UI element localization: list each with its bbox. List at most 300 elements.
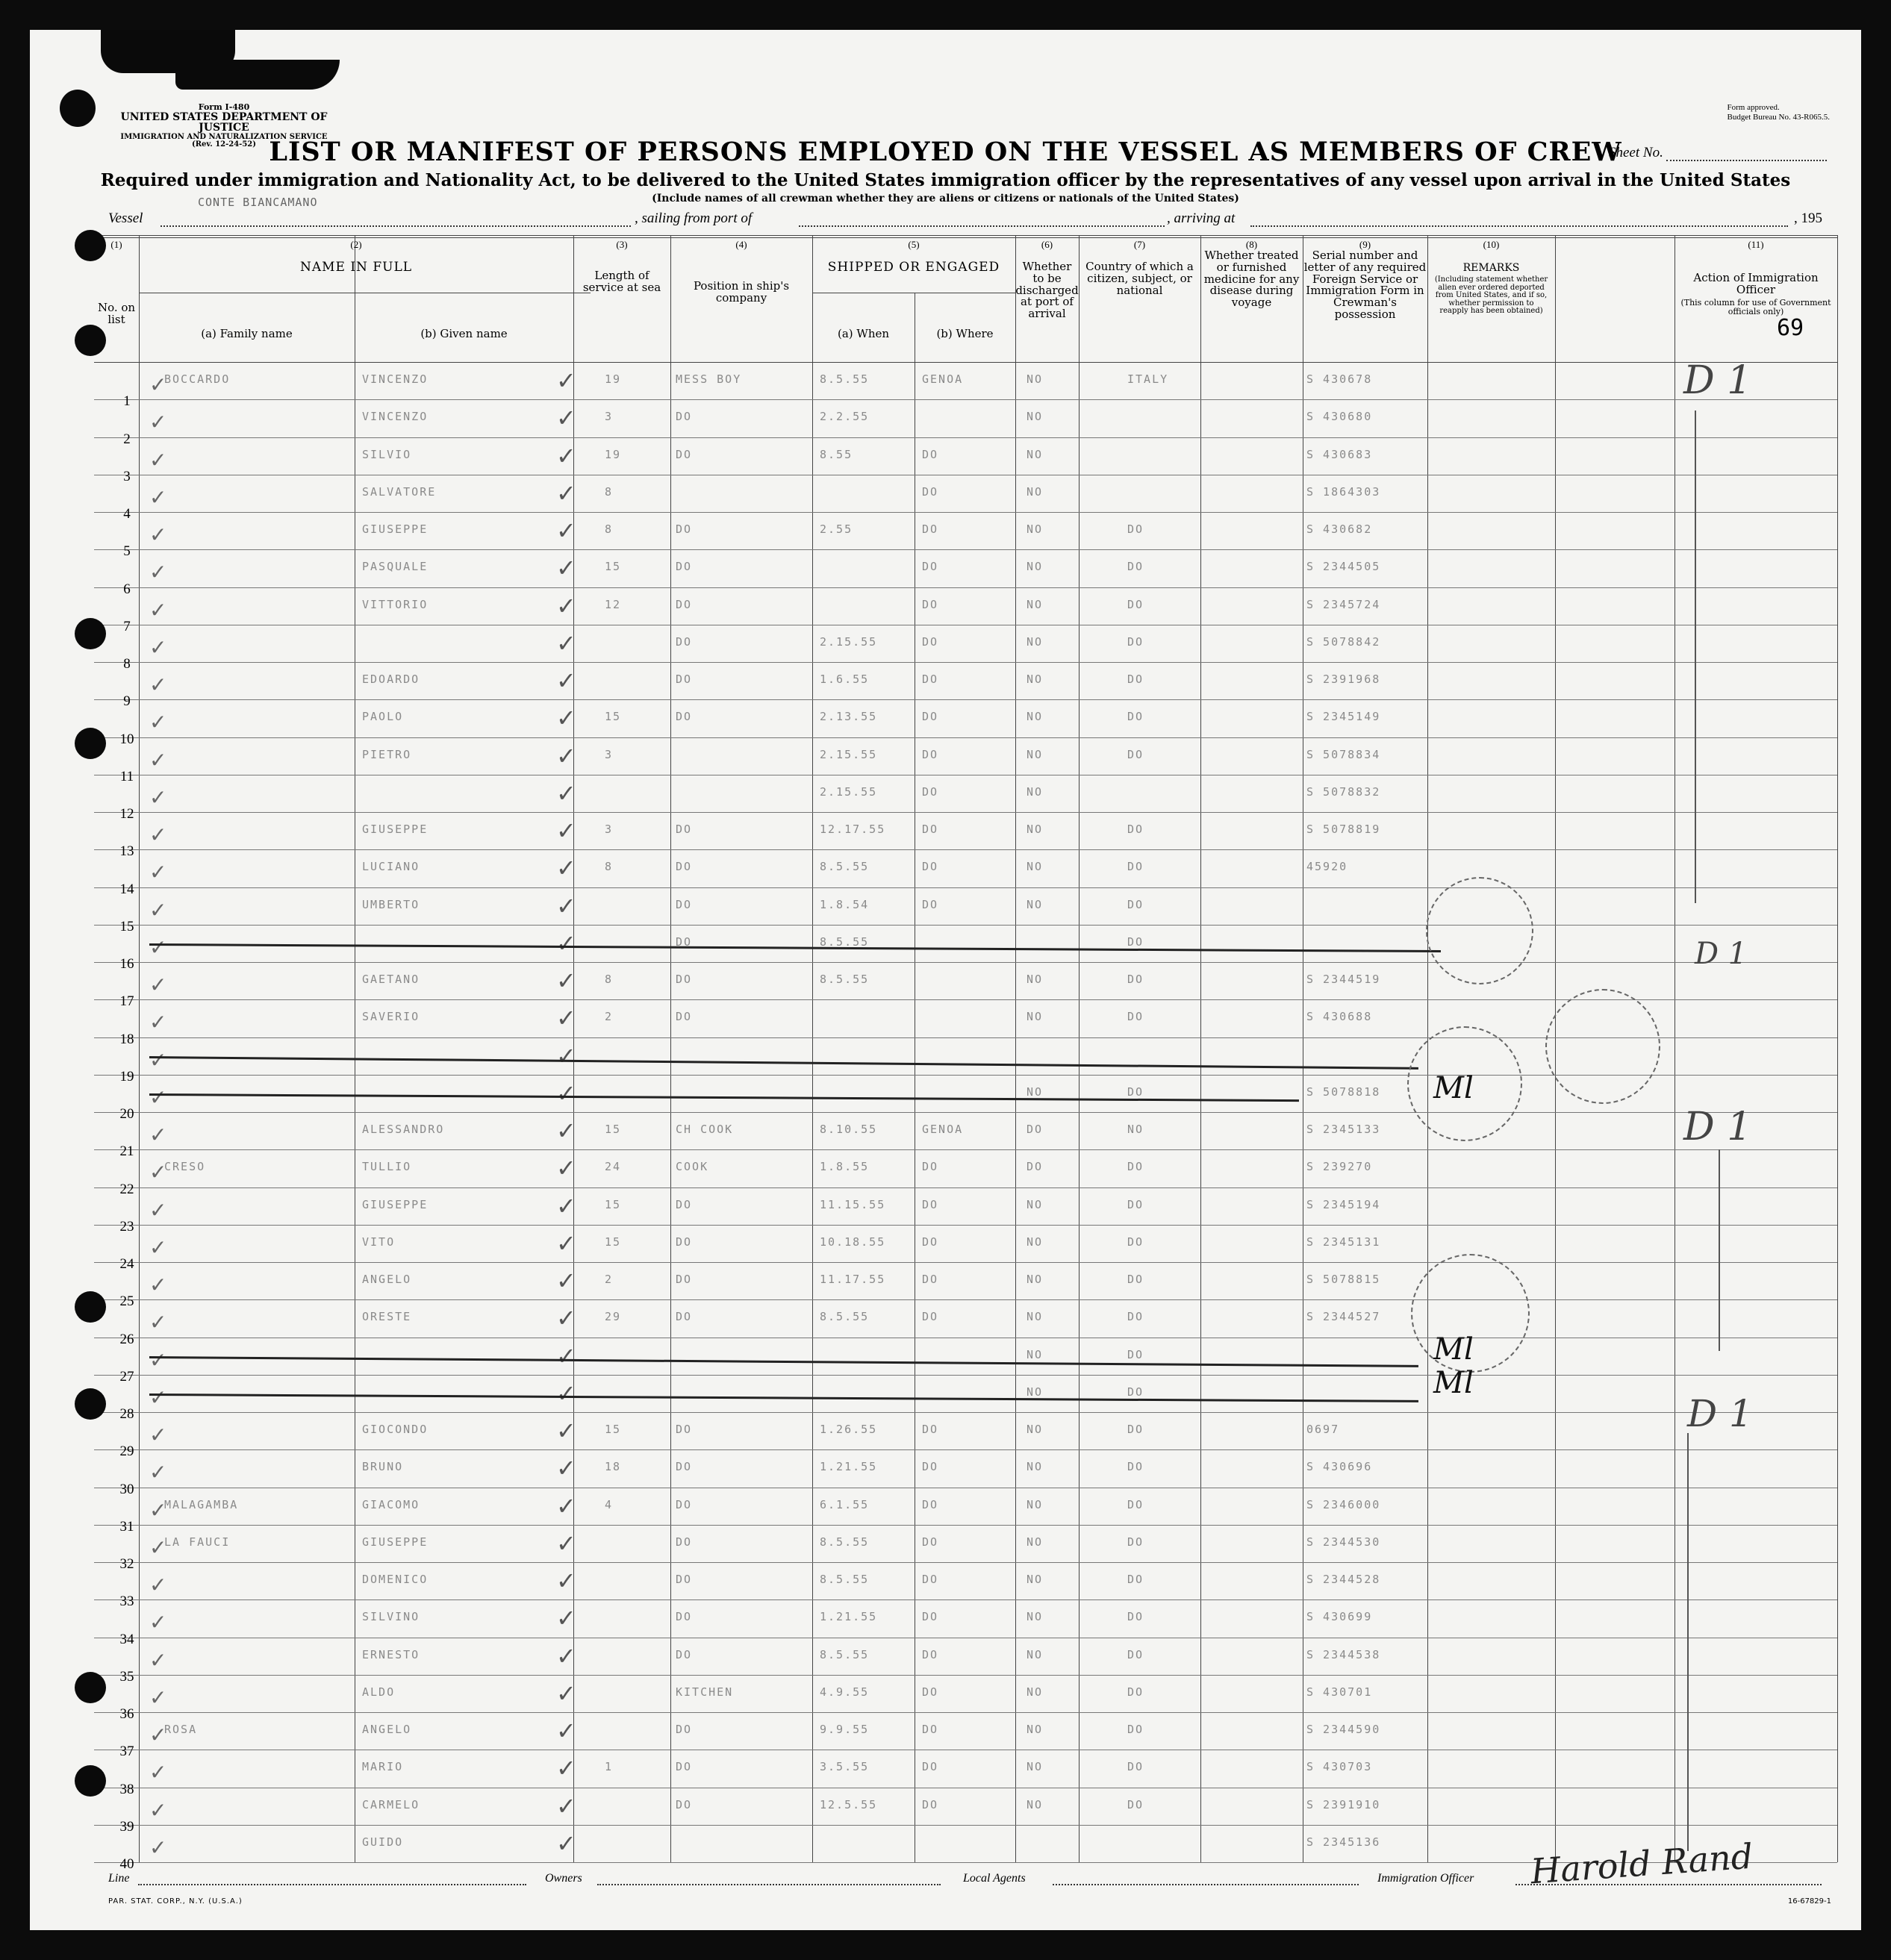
cell-disch: NO — [1027, 1385, 1044, 1399]
cell-where: DO — [922, 1610, 939, 1624]
cell-family: LA FAUCI — [164, 1535, 231, 1549]
row-number: 36 — [119, 1706, 134, 1722]
col-position: Position in ship's company — [693, 279, 790, 305]
cell-where: DO — [922, 1647, 939, 1661]
cell-where: DO — [922, 560, 939, 574]
cell-disch: NO — [1027, 1797, 1044, 1811]
check-mark-icon: ✓ — [149, 1273, 167, 1297]
arriving-field[interactable] — [1250, 225, 1788, 227]
row-number: 23 — [119, 1218, 134, 1235]
cell-when: 3.5.55 — [820, 1760, 870, 1774]
cell-where: DO — [922, 1197, 939, 1211]
cell-when: 2.13.55 — [820, 710, 878, 724]
cell-serial: S 430701 — [1306, 1685, 1373, 1699]
check-mark-icon: ✓ — [149, 1797, 167, 1823]
col-discharged: Whether to be discharged at port of arrival — [1015, 260, 1079, 320]
cell-disch: NO — [1027, 1573, 1044, 1586]
cell-country: NO — [1127, 1123, 1144, 1136]
cell-disch: NO — [1027, 973, 1044, 986]
strike-through-line — [149, 1093, 1299, 1102]
action-mark: D 1 — [1687, 1392, 1753, 1435]
bracket-line — [1719, 1149, 1720, 1351]
check-mark-icon: ✓ — [556, 928, 576, 958]
check-mark-icon: ✓ — [149, 710, 167, 735]
cell-where: DO — [922, 1760, 939, 1774]
cell-length: 2 — [605, 1273, 614, 1286]
sailing-port-field[interactable] — [799, 225, 1165, 227]
check-mark-icon: ✓ — [149, 1835, 167, 1860]
manifest-sheet — [30, 30, 1861, 1930]
check-mark-icon: ✓ — [149, 1460, 167, 1485]
cell-when: 8.5.55 — [820, 1310, 870, 1324]
sheet-no-field[interactable] — [1666, 160, 1827, 161]
cell-length: 3 — [605, 747, 614, 761]
cell-where: DO — [922, 1160, 939, 1174]
officer-signature: Harold Rand — [1529, 1835, 1754, 1892]
cell-length: 29 — [605, 1310, 622, 1324]
cell-position: DO — [676, 1573, 693, 1586]
check-mark-icon: ✓ — [149, 1423, 167, 1447]
cell-serial: S 2391968 — [1306, 672, 1381, 686]
check-mark-icon: ✓ — [149, 1123, 167, 1147]
cell-given: GIUSEPPE — [362, 522, 429, 536]
cell-where: DO — [922, 484, 939, 499]
row-number: 31 — [119, 1518, 134, 1535]
cell-position: DO — [676, 710, 693, 724]
check-mark-icon: ✓ — [556, 891, 576, 920]
cell-disch: NO — [1027, 710, 1044, 724]
row-number: 27 — [119, 1368, 134, 1385]
row-number: 17 — [119, 993, 134, 1010]
row-line — [94, 587, 1837, 588]
include-note: (Include names of all crewman whether they are aliens or citizens or nationals of the United States) — [652, 193, 1239, 205]
colnum-11: (11) — [1748, 239, 1764, 250]
service: IMMIGRATION AND NATURALIZATION SERVICE — [120, 132, 328, 141]
col-serial-number: Serial number and letter of any required Foreign Service or Immigration Form in Crewman's possession — [1303, 249, 1427, 321]
page-title: LIST OR MANIFEST OF PERSONS EMPLOYED ON THE VESSEL AS MEMBERS OF CREW — [269, 137, 1622, 167]
check-mark-icon: ✓ — [556, 967, 576, 995]
year-label: , 195 — [1794, 210, 1822, 226]
department: UNITED STATES DEPARTMENT OF JUSTICE — [120, 110, 328, 134]
cell-length: 15 — [605, 1123, 622, 1136]
row-line — [94, 1562, 1837, 1563]
check-mark-icon: ✓ — [149, 1610, 167, 1635]
cell-given: ALESSANDRO — [362, 1123, 445, 1136]
cell-when: 1.8.54 — [820, 897, 870, 911]
cell-where: DO — [922, 672, 939, 686]
cell-position: DO — [676, 1460, 693, 1474]
check-mark-icon: ✓ — [149, 560, 167, 585]
cell-where: DO — [922, 522, 939, 536]
cell-given: ANGELO — [362, 1723, 412, 1736]
check-mark-icon: ✓ — [149, 372, 167, 397]
printer-imprint: PAR. STAT. CORP., N.Y. (U.S.A.) — [108, 1897, 243, 1906]
cell-disch: NO — [1027, 447, 1044, 461]
check-mark-icon: ✓ — [556, 404, 576, 433]
col-given-name: (b) Given name — [420, 327, 508, 340]
row-line — [94, 812, 1837, 813]
cell-position: COOK — [676, 1160, 709, 1174]
cell-given: BRUNO — [362, 1460, 404, 1474]
cell-position: DO — [676, 1797, 693, 1811]
cell-country: DO — [1127, 823, 1144, 836]
punch-hole — [75, 728, 106, 759]
cell-country: DO — [1127, 672, 1144, 686]
row-number: 2 — [123, 431, 131, 447]
check-mark-icon: ✓ — [149, 1197, 167, 1223]
cell-disch: NO — [1027, 897, 1044, 911]
cell-when: 12.5.55 — [820, 1797, 878, 1811]
check-mark-icon: ✓ — [556, 478, 576, 508]
cell-given: SALVATORE — [362, 484, 437, 499]
cell-when: 2.2.55 — [820, 410, 870, 424]
cell-disch: NO — [1027, 747, 1044, 761]
cell-when: 2.55 — [820, 522, 853, 536]
cell-serial: S 5078819 — [1306, 823, 1381, 836]
cell-where: DO — [922, 1235, 939, 1249]
cell-when: 2.15.55 — [820, 634, 878, 649]
cell-when: 8.5.55 — [820, 934, 870, 949]
cell-when: 1.6.55 — [820, 672, 870, 686]
check-mark-icon: ✓ — [556, 1829, 576, 1858]
cell-where: GENOA — [922, 372, 964, 386]
cell-serial: S 2345133 — [1306, 1123, 1381, 1136]
cell-when: 8.5.55 — [820, 1535, 870, 1549]
row-number: 15 — [119, 918, 134, 934]
cell-where: DO — [922, 823, 939, 836]
cell-given: VITTORIO — [362, 597, 429, 611]
cell-position: DO — [676, 597, 693, 611]
cell-position: DO — [676, 1423, 693, 1436]
cell-serial: S 2345149 — [1306, 710, 1381, 724]
row-number: 19 — [119, 1068, 134, 1084]
cell-serial: S 430688 — [1306, 1010, 1373, 1024]
cell-serial: S 5078818 — [1306, 1084, 1381, 1099]
col-when: (a) When — [837, 327, 890, 340]
cell-country: DO — [1127, 597, 1144, 611]
cell-where: DO — [922, 1273, 939, 1286]
cell-given: CARMELO — [362, 1797, 420, 1811]
col-name-in-full: NAME IN FULL — [299, 260, 413, 275]
cell-country: DO — [1127, 1235, 1144, 1249]
cell-position: DO — [676, 1723, 693, 1736]
cell-given: PASQUALE — [362, 560, 429, 574]
cell-position: DO — [676, 560, 693, 574]
cell-country: DO — [1127, 1084, 1144, 1099]
col-where: (b) Where — [936, 327, 994, 340]
colnum-2: (2) — [350, 239, 362, 250]
cell-when: 12.17.55 — [820, 823, 886, 836]
strike-through-line — [149, 1393, 1418, 1402]
check-mark-icon: ✓ — [149, 897, 167, 923]
cell-serial: S 2344538 — [1306, 1647, 1381, 1661]
row-number: 5 — [123, 543, 131, 560]
line-field[interactable] — [138, 1884, 526, 1885]
cell-given: ANGELO — [362, 1273, 412, 1286]
agents-field[interactable] — [1053, 1884, 1359, 1885]
row-line — [94, 1449, 1837, 1450]
colnum-1: (1) — [110, 239, 122, 250]
colnum-5: (5) — [908, 239, 920, 250]
cell-disch: NO — [1027, 1235, 1044, 1249]
cell-where: DO — [922, 1573, 939, 1586]
cell-serial: S 2344590 — [1306, 1723, 1381, 1736]
check-mark-icon: ✓ — [149, 447, 167, 472]
check-mark-icon: ✓ — [556, 817, 576, 845]
col-divider — [1079, 235, 1080, 1862]
cell-country: DO — [1127, 1573, 1144, 1586]
row-number: 34 — [119, 1631, 134, 1647]
cell-disch: NO — [1027, 860, 1044, 874]
footer-officer-label: Immigration Officer — [1377, 1872, 1474, 1885]
vessel-row — [108, 210, 1825, 231]
cell-when: 8.55 — [820, 447, 853, 461]
row-line — [94, 512, 1837, 513]
row-number: 10 — [119, 731, 134, 747]
cell-when: 1.8.55 — [820, 1160, 870, 1174]
check-mark-icon: ✓ — [149, 1685, 167, 1710]
cell-disch: NO — [1027, 1723, 1044, 1736]
row-number: 12 — [119, 806, 134, 822]
table-top-border-2 — [94, 237, 1837, 238]
cell-country: DO — [1127, 934, 1144, 949]
check-mark-icon: ✓ — [556, 1154, 576, 1183]
check-mark-icon: ✓ — [149, 747, 167, 773]
cell-country: DO — [1127, 1197, 1144, 1211]
check-mark-icon: ✓ — [149, 410, 167, 435]
cell-disch: NO — [1027, 1197, 1044, 1211]
cell-country: ITALY — [1127, 372, 1169, 386]
cell-country: DO — [1127, 1610, 1144, 1624]
cell-length: 8 — [605, 484, 614, 499]
cell-country: DO — [1127, 1497, 1144, 1511]
cell-position: DO — [676, 897, 693, 911]
check-mark-icon: ✓ — [556, 778, 576, 808]
cell-country: DO — [1127, 560, 1144, 574]
col-family-name: (a) Family name — [201, 327, 293, 340]
cell-when: 2.15.55 — [820, 784, 878, 799]
cell-serial: S 5078842 — [1306, 634, 1381, 649]
check-mark-icon: ✓ — [556, 1304, 576, 1333]
cell-serial: S 2344527 — [1306, 1310, 1381, 1324]
cell-length: 15 — [605, 1235, 622, 1249]
row-line — [94, 1675, 1837, 1676]
cell-serial: S 2345194 — [1306, 1197, 1381, 1211]
check-mark-icon: ✓ — [556, 1079, 576, 1108]
row-line — [94, 662, 1837, 663]
row-line — [94, 1187, 1837, 1188]
check-mark-icon: ✓ — [556, 591, 576, 620]
colnum-3: (3) — [616, 239, 628, 250]
cell-serial: S 2344505 — [1306, 560, 1381, 574]
row-line — [94, 962, 1837, 963]
row-number: 25 — [119, 1293, 134, 1310]
check-mark-icon: ✓ — [556, 741, 576, 770]
cell-family: ROSA — [164, 1723, 198, 1736]
vessel-field[interactable] — [161, 225, 631, 227]
row-number: 26 — [119, 1331, 134, 1347]
cell-disch: NO — [1027, 672, 1044, 686]
cell-position: DO — [676, 1197, 693, 1211]
official-stamp — [1426, 877, 1533, 984]
check-mark-icon: ✓ — [556, 628, 576, 658]
cell-given: MARIO — [362, 1760, 404, 1774]
owners-field[interactable] — [597, 1884, 941, 1885]
cell-serial: 45920 — [1306, 860, 1348, 874]
row-number: 6 — [123, 581, 131, 597]
row-line — [94, 1825, 1837, 1826]
cell-given: GAETANO — [362, 973, 420, 986]
official-stamp — [1545, 989, 1660, 1104]
footer-owners-label: Owners — [545, 1872, 582, 1885]
colnum-8: (8) — [1245, 239, 1258, 250]
cell-position: DO — [676, 522, 693, 536]
row-line — [94, 849, 1837, 850]
cell-serial: S 2345131 — [1306, 1235, 1381, 1249]
revision: (Rev. 12-24-52) — [192, 140, 256, 149]
cell-serial: S 5078815 — [1306, 1273, 1381, 1286]
cell-disch: NO — [1027, 1760, 1044, 1774]
cell-position: CH COOK — [676, 1123, 734, 1136]
check-mark-icon: ✓ — [149, 1535, 167, 1560]
check-mark-icon: ✓ — [149, 597, 167, 622]
col-shipped-or-engaged: SHIPPED OR ENGAGED — [827, 260, 1000, 275]
check-mark-icon: ✓ — [556, 366, 576, 395]
cell-serial: S 2345724 — [1306, 597, 1381, 611]
sailing-label: , sailing from port of — [635, 210, 753, 226]
check-mark-icon: ✓ — [556, 1529, 576, 1558]
row-line — [94, 1299, 1837, 1300]
check-mark-icon: ✓ — [149, 934, 167, 960]
check-mark-icon: ✓ — [556, 1117, 576, 1145]
cell-where: DO — [922, 634, 939, 649]
cell-country: DO — [1127, 1797, 1144, 1811]
footer-line-label: Line — [108, 1872, 130, 1885]
cell-position: DO — [676, 410, 693, 424]
cell-where: DO — [922, 1497, 939, 1511]
vessel-label: Vessel — [108, 210, 143, 226]
form-approval — [1728, 103, 1830, 122]
check-mark-icon: ✓ — [149, 1497, 167, 1523]
cell-country: DO — [1127, 1647, 1144, 1661]
cell-when: 2.15.55 — [820, 747, 878, 761]
cell-given: SAVERIO — [362, 1010, 420, 1024]
col-divider — [1200, 235, 1201, 1862]
cell-where: DO — [922, 1423, 939, 1436]
check-mark-icon: ✓ — [556, 1229, 576, 1258]
cell-country: DO — [1127, 973, 1144, 986]
cell-disch: NO — [1027, 1347, 1044, 1361]
cell-where: DO — [922, 1685, 939, 1699]
check-mark-icon: ✓ — [149, 484, 167, 510]
cell-length: 15 — [605, 710, 622, 724]
cell-position: DO — [676, 1647, 693, 1661]
cell-disch: NO — [1027, 634, 1044, 649]
cell-given: EDOARDO — [362, 672, 420, 686]
strike-through-line — [149, 943, 1441, 952]
cell-position: DO — [676, 1760, 693, 1774]
cell-where: DO — [922, 710, 939, 724]
punch-hole — [75, 1765, 106, 1797]
row-line — [94, 1225, 1837, 1226]
colnum-6: (6) — [1041, 239, 1053, 250]
cell-given: SILVINO — [362, 1610, 420, 1624]
row-number: 38 — [119, 1781, 134, 1797]
cell-when: 11.17.55 — [820, 1273, 886, 1286]
cell-position: DO — [676, 1310, 693, 1324]
colnum-7: (7) — [1133, 239, 1146, 250]
check-mark-icon: ✓ — [149, 1047, 167, 1073]
cell-given: GIUSEPPE — [362, 1197, 429, 1211]
check-mark-icon: ✓ — [149, 823, 167, 847]
header-bottom-border — [94, 362, 1837, 363]
action-mark: D 1 — [1695, 937, 1748, 971]
sheet-no-label: Sheet No. — [1609, 145, 1663, 160]
cell-disch: NO — [1027, 372, 1044, 386]
row-number: 35 — [119, 1668, 134, 1685]
cell-disch: NO — [1027, 1535, 1044, 1549]
check-mark-icon: ✓ — [556, 516, 576, 545]
check-mark-icon: ✓ — [556, 1004, 576, 1033]
cell-country: DO — [1127, 1460, 1144, 1474]
cell-position: DO — [676, 934, 693, 949]
check-mark-icon: ✓ — [556, 667, 576, 695]
check-mark-icon: ✓ — [149, 522, 167, 547]
cell-length: 19 — [605, 372, 622, 386]
row-line — [94, 1712, 1837, 1713]
cell-length: 24 — [605, 1160, 622, 1174]
cell-when: 8.5.55 — [820, 1647, 870, 1661]
action-mark: D 1 — [1683, 358, 1752, 403]
cell-when: 8.5.55 — [820, 1573, 870, 1586]
cell-disch: NO — [1027, 560, 1044, 574]
cell-length: 8 — [605, 860, 614, 874]
cell-disch: NO — [1027, 1460, 1044, 1474]
cell-serial: S 430703 — [1306, 1760, 1373, 1774]
cell-length: 15 — [605, 1423, 622, 1436]
cell-country: DO — [1127, 634, 1144, 649]
cell-serial: S 2344528 — [1306, 1573, 1381, 1586]
punch-hole — [75, 1388, 106, 1420]
cell-position: DO — [676, 447, 693, 461]
check-mark-icon: ✓ — [149, 1310, 167, 1335]
row-number: 21 — [119, 1143, 134, 1160]
check-mark-icon: ✓ — [556, 1604, 576, 1633]
cell-disch: NO — [1027, 1310, 1044, 1324]
cell-position: DO — [676, 860, 693, 874]
col-action: Action of Immigration Officer — [1693, 271, 1819, 296]
redaction-mark — [60, 90, 96, 127]
action-mark: D 1 — [1683, 1105, 1752, 1149]
cell-disch: NO — [1027, 823, 1044, 836]
cell-given: UMBERTO — [362, 897, 420, 911]
bracket-line — [1695, 411, 1696, 903]
cell-serial: S 5078832 — [1306, 784, 1381, 799]
check-mark-icon: ✓ — [149, 1010, 167, 1035]
cell-length: 19 — [605, 447, 622, 461]
cell-serial: S 430682 — [1306, 522, 1373, 536]
arriving-label: , arriving at — [1167, 210, 1236, 226]
col-length-of-service: Length of service at sea — [582, 269, 661, 294]
cell-disch: NO — [1027, 1273, 1044, 1286]
cell-country: DO — [1127, 897, 1144, 911]
col-remarks-note: (Including statement whether alien ever ordered deported from United States, and if so, whether permission to reapply has been obtained) — [1434, 275, 1548, 315]
cell-given: GIUSEPPE — [362, 1535, 429, 1549]
cell-serial: S 2344519 — [1306, 973, 1381, 986]
cell-given: GIUSEPPE — [362, 823, 429, 836]
cell-given: ORESTE — [362, 1310, 412, 1324]
check-mark-icon: ✓ — [149, 973, 167, 997]
